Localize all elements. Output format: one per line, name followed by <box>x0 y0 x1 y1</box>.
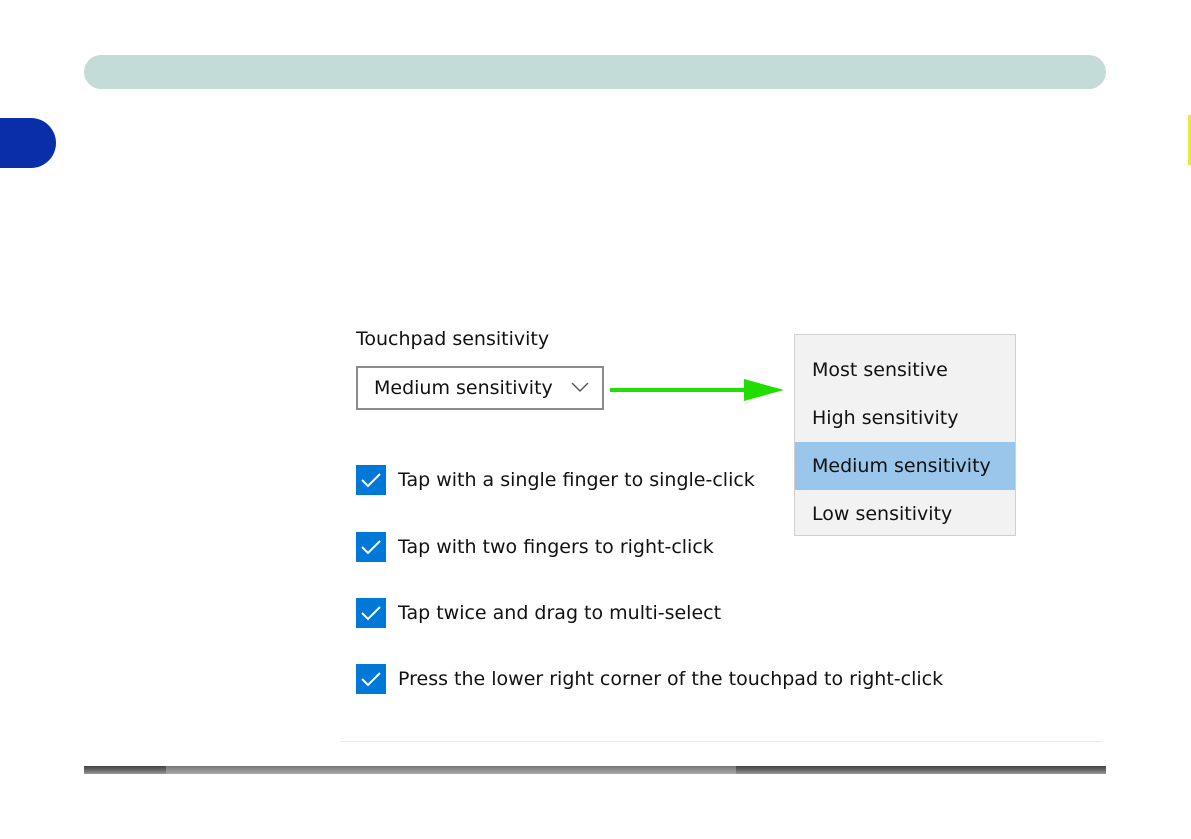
sensitivity-dropdown-value: Medium sensitivity <box>374 377 553 399</box>
checkmark-icon <box>360 471 382 489</box>
menu-item-most-sensitive[interactable] <box>795 346 1015 394</box>
checkbox-row-tap-twice-drag[interactable] <box>356 598 721 628</box>
menu-item-low-sensitivity[interactable] <box>795 490 1015 538</box>
checkmark-icon <box>360 670 382 688</box>
checkmark-icon <box>360 604 382 622</box>
checkmark-icon <box>360 538 382 556</box>
menu-item-label: High sensitivity <box>812 407 959 429</box>
menu-item-medium-sensitivity[interactable] <box>795 442 1015 490</box>
green-arrow-icon <box>608 378 786 402</box>
checkbox-row-single-finger-tap[interactable] <box>356 465 755 495</box>
panel-divider <box>340 741 1102 742</box>
checkbox-label: Tap with two fingers to right-click <box>398 536 714 558</box>
checkbox[interactable] <box>356 664 386 694</box>
sensitivity-options-menu <box>794 334 1016 536</box>
checkbox[interactable] <box>356 598 386 628</box>
menu-item-label: Medium sensitivity <box>812 455 991 477</box>
checkbox-label: Tap twice and drag to multi-select <box>398 602 722 624</box>
checkbox-label: Press the lower right corner of the touchpad to right-click <box>398 668 944 690</box>
menu-item-label: Most sensitive <box>812 359 948 381</box>
checkbox-row-two-finger-tap[interactable] <box>356 532 714 562</box>
chapter-tab <box>0 118 56 168</box>
checkbox[interactable] <box>356 532 386 562</box>
chevron-down-icon <box>570 379 590 395</box>
checkbox-row-lower-right-corner[interactable] <box>356 664 943 694</box>
checkbox[interactable] <box>356 465 386 495</box>
menu-item-high-sensitivity[interactable] <box>795 394 1015 442</box>
sensitivity-dropdown[interactable] <box>356 366 604 410</box>
touchpad-sensitivity-label: Touchpad sensitivity <box>356 328 550 350</box>
footer-rule-highlight <box>166 766 736 774</box>
footer-rule <box>84 766 1106 774</box>
menu-item-label: Low sensitivity <box>812 503 953 525</box>
checkbox-label: Tap with a single finger to single-click <box>398 469 755 491</box>
header-bar <box>84 55 1106 89</box>
